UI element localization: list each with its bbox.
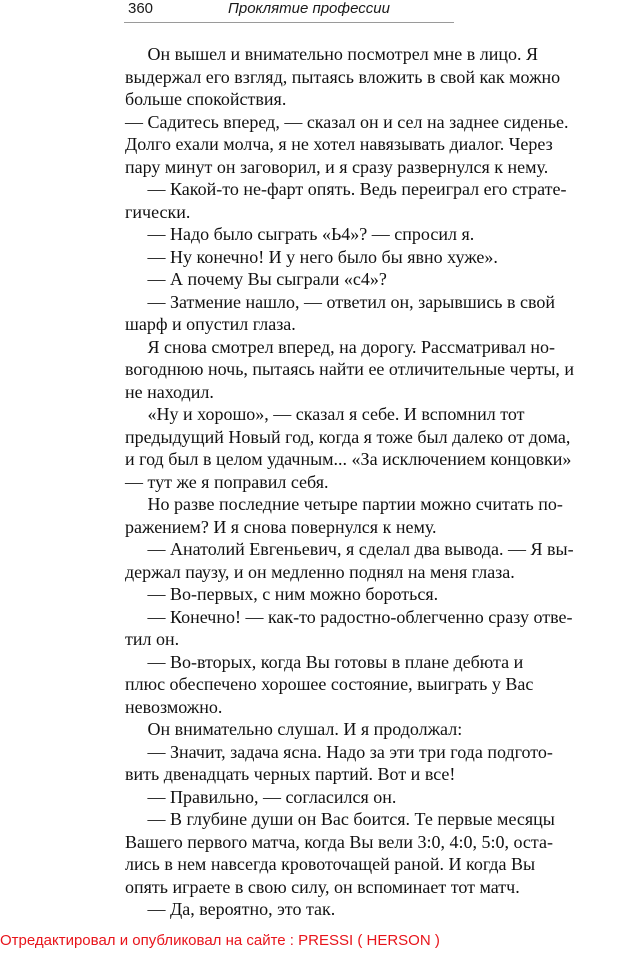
text-line: — Садитесь вперед, — сказал он и сел на заднее сиденье. [125, 111, 569, 132]
text-line: — Значит, задача ясна. Надо за эти три года подгото- [125, 741, 553, 762]
text-line: — тут же я поправил себя. [125, 471, 329, 492]
text-line: — Надо было сыграть «Ь4»? — спросил я. [125, 224, 475, 244]
body-text [125, 43, 620, 921]
text-line: не находил. [125, 381, 214, 402]
text-line: — Конечно! — как-то радостно-облегченно сразу отве- [125, 606, 573, 627]
text-line: выдержал его взгляд, пытаясь вложить в свой как можно [125, 66, 561, 87]
text-line: шарф и опустил глаза. [125, 314, 296, 334]
text-line: Он внимательно слушал. И я продолжал: [125, 719, 463, 739]
page-number: 360 [128, 0, 154, 17]
text-line: опять играете в свою силу, он вспоминает тот матч. [125, 876, 520, 897]
text-line: — Во-вторых, когда Вы готовы в плане дебюта и [125, 651, 524, 672]
text-line: Но разве последние четыре партии можно считать по- [125, 494, 563, 514]
text-line: невозможно. [125, 696, 223, 717]
text-line: Я снова смотрел вперед, на дорогу. Рассматривал но- [125, 336, 555, 357]
text-line: предыдущий Новый год, когда я тоже был далеко от дома, [125, 426, 571, 447]
text-line: — Затмение нашло, — ответил он, зарывшись в свой [125, 291, 556, 312]
text-line: Долго ехали молча, я не хотел навязывать диалог. Через [125, 134, 553, 154]
text-line: — А почему Вы сыграли «с4»? [125, 269, 387, 289]
text-line: вогоднюю ночь, пытаясь найти ее отличительные черты, и [125, 359, 575, 379]
text-line: — Во-первых, с ним можно бороться. [125, 584, 439, 604]
text-line: держал паузу, и он медленно поднял на меня глаза. [125, 561, 515, 582]
text-line: пару минут он заговорил, и я сразу развернулся к нему. [125, 156, 549, 177]
text-line: — Анатолий Евгеньевич, я сделал два вывода. — Я вы- [125, 539, 574, 559]
running-title: Проклятие профессии [228, 0, 390, 17]
text-line: вить двенадцать черных партий. Вот и все! [125, 764, 456, 784]
text-line: ражением? И я снова повернулся к нему. [125, 516, 437, 537]
text-line: тил он. [125, 629, 180, 649]
text-line: — Ну конечно! И у него было бы явно хуже». [125, 246, 498, 267]
text-line: — Какой-то не-фарт опять. Ведь переиграл его страте- [125, 179, 567, 199]
text-line: Вашего первого матча, когда Вы вели 3:0, 4:0, 5:0, оста- [125, 831, 553, 852]
running-header [124, 0, 454, 23]
text-line: Он вышел и внимательно посмотрел мне в лицо. Я [125, 44, 538, 64]
publisher-credit: Отредактировал и опубликовал на сайте : PRESSI ( HERSON ) [0, 932, 440, 949]
text-line: «Ну и хорошо», — сказал я себе. И вспомнил тот [125, 404, 525, 424]
text-line: и год был в целом удачным... «За исключением концовки» [125, 449, 572, 469]
text-line: — В глубине души он Вас боится. Те первые месяцы [125, 809, 555, 829]
text-line: гически. [125, 201, 191, 222]
text-line: больше спокойствия. [125, 89, 287, 109]
text-line: лись в нем навсегда кровоточащей раной. И когда Вы [125, 854, 536, 874]
text-line: — Да, вероятно, это так. [125, 899, 336, 919]
text-line: — Правильно, — согласился он. [125, 786, 397, 807]
text-line: плюс обеспечено хорошее состояние, выиграть у Вас [125, 674, 534, 694]
